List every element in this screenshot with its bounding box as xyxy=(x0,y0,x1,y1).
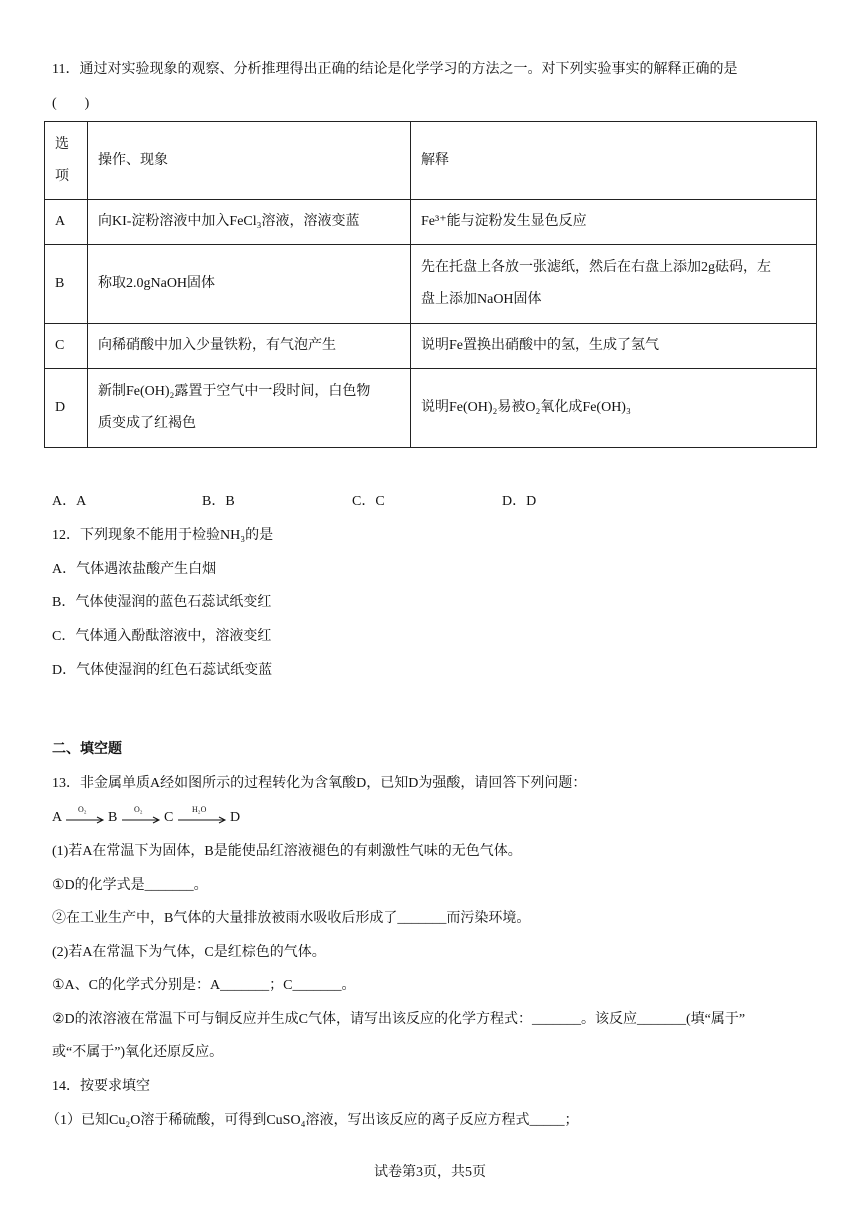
table-header-row xyxy=(45,122,817,200)
q14-part1: （1）已知Cu₂O溶于稀硫酸，可得到CuSO₄溶液，写出该反应的离子反应方程式_____； xyxy=(46,1113,579,1128)
species-c: C xyxy=(164,810,174,825)
q11-table xyxy=(44,121,817,448)
q11-stem: 11．通过对实验现象的观察、分析推理得出正确的结论是化学学习的方法之一。对下列实验事实的解释正确的是 xyxy=(52,62,738,77)
row-option: B xyxy=(45,245,88,324)
row-explanation: Fe³⁺能与淀粉发生显色反应 xyxy=(411,200,817,245)
section-heading: 二、填空题 xyxy=(52,742,122,757)
choice-d[interactable]: D．D xyxy=(502,494,537,509)
q12-choice-a[interactable]: A．气体遇浓盐酸产生白烟 xyxy=(52,562,217,577)
q12-choice-d[interactable]: D．气体使湿润的红色石蕊试纸变蓝 xyxy=(52,663,273,678)
q13-part2-c: 或“不属于”)氧化还原反应。 xyxy=(52,1045,224,1060)
species-d: D xyxy=(230,810,241,825)
row-operation: 向KI-淀粉溶液中加入FeCl₃溶液，溶液变蓝 xyxy=(88,200,411,245)
reagent-2: O₂ xyxy=(134,805,143,814)
header-option: 选 项 xyxy=(45,122,88,200)
row-option: C xyxy=(45,324,88,369)
q12-choice-b[interactable]: B．气体使湿润的蓝色石蕊试纸变红 xyxy=(52,595,272,610)
table-row xyxy=(45,200,817,245)
q13-part1-a: ①D的化学式是_______。 xyxy=(52,878,208,893)
q14-stem: 14．按要求填空 xyxy=(52,1079,150,1094)
choice-b[interactable]: B．B xyxy=(202,494,235,509)
q13-stem: 13．非金属单质A经如图所示的过程转化为含氧酸D，已知D为强酸，请回答下列问题： xyxy=(52,776,587,791)
species-a: A xyxy=(52,810,63,825)
row-explanation: 先在托盘上各放一张滤纸，然后在右盘上添加2g砝码，左 盘上添加NaOH固体 xyxy=(411,245,817,324)
choice-c[interactable]: C．C xyxy=(352,494,385,509)
q12-choice-c[interactable]: C．气体通入酚酞溶液中，溶液变红 xyxy=(52,629,272,644)
table-row xyxy=(45,324,817,369)
row-explanation: 说明Fe置换出硝酸中的氢，生成了氢气 xyxy=(411,324,817,369)
choice-a[interactable]: A．A xyxy=(52,494,87,509)
reagent-3: H₂O xyxy=(192,805,207,814)
reagent-1: O₂ xyxy=(78,805,87,814)
table-row xyxy=(45,245,817,324)
row-operation: 向稀硝酸中加入少量铁粉，有气泡产生 xyxy=(88,324,411,369)
row-operation: 新制Fe(OH)₂露置于空气中一段时间，白色物 质变成了红褐色 xyxy=(88,369,411,448)
q13-part2: (2)若A在常温下为气体，C是红棕色的气体。 xyxy=(52,945,326,960)
row-option: A xyxy=(45,200,88,245)
q13-part1-b: ②在工业生产中，B气体的大量排放被雨水吸收后形成了_______而污染环境。 xyxy=(52,911,531,926)
q11-answer-paren: ( ) xyxy=(52,96,90,111)
row-operation: 称取2.0gNaOH固体 xyxy=(88,245,411,324)
q13-part2-a: ①A、C的化学式分别是：A_______；C_______。 xyxy=(52,978,356,993)
header-operation: 操作、现象 xyxy=(88,122,411,200)
q12-stem: 12．下列现象不能用于检验NH₃的是 xyxy=(52,528,274,543)
table-row xyxy=(45,369,817,448)
q13-part2-b: ②D的浓溶液在常温下可与铜反应并生成C气体，请写出该反应的化学方程式：_______。该反应_______(填“属于” xyxy=(52,1012,746,1027)
page-footer: 试卷第3页，共5页 xyxy=(374,1165,486,1180)
q13-part1: (1)若A在常温下为固体，B是能使品红溶液褪色的有刺激性气味的无色气体。 xyxy=(52,844,522,859)
row-option: D xyxy=(45,369,88,448)
species-b: B xyxy=(108,810,118,825)
row-explanation: 说明Fe(OH)₂易被O₂氧化成Fe(OH)₃ xyxy=(411,369,817,448)
header-explanation: 解释 xyxy=(411,122,817,200)
